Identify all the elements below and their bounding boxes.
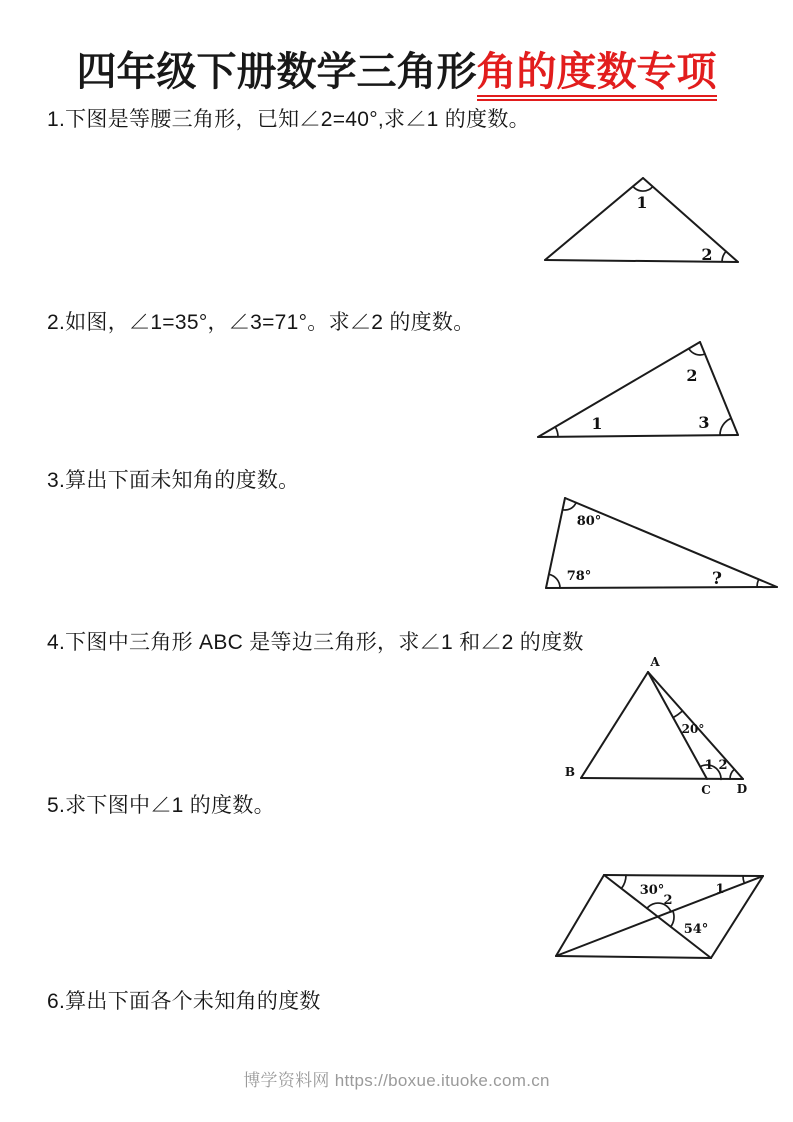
svg-text:1: 1	[704, 758, 714, 773]
svg-text:A: A	[650, 655, 660, 669]
svg-text:54°: 54°	[683, 922, 709, 937]
question-4-text: 4.下图中三角形 ABC 是等边三角形，求∠1 和∠2 的度数	[47, 631, 584, 654]
svg-text:80°: 80°	[576, 514, 602, 529]
question-3-text: 3.算出下面未知角的度数。	[47, 469, 300, 492]
svg-text:20°: 20°	[681, 722, 705, 736]
title-main-text: 四年级下册数学三角形	[76, 50, 477, 94]
question-5-figure-parallelogram	[548, 860, 780, 970]
svg-text:2: 2	[701, 245, 713, 264]
title-highlight-text: 角的度数专项	[477, 50, 717, 101]
page-title	[0, 40, 793, 97]
svg-text:30°: 30°	[639, 883, 665, 898]
svg-text:1: 1	[591, 414, 603, 433]
svg-text:D: D	[736, 782, 748, 796]
question-6-text: 6.算出下面各个未知角的度数	[47, 990, 321, 1013]
svg-text:C: C	[701, 783, 711, 797]
svg-text:78°: 78°	[566, 569, 592, 584]
svg-text:B: B	[564, 765, 576, 779]
svg-text:3: 3	[698, 413, 710, 432]
svg-text:1: 1	[636, 193, 648, 212]
svg-text:?: ?	[712, 569, 722, 589]
svg-text:1: 1	[715, 882, 725, 897]
question-5-text: 5.求下图中∠1 的度数。	[47, 794, 275, 817]
footer-watermark	[0, 1066, 793, 1091]
question-1-text: 1.下图是等腰三角形，已知∠2=40°,求∠1 的度数。	[47, 108, 530, 131]
question-3-figure-triangle	[535, 490, 787, 597]
svg-text:2: 2	[663, 893, 673, 908]
svg-text:2: 2	[718, 758, 728, 773]
question-1-figure-isosceles-triangle	[535, 163, 750, 275]
question-4-figure-equilateral-triangle	[560, 652, 762, 797]
question-2-figure-triangle	[530, 333, 752, 445]
question-2-text: 2.如图，∠1=35°，∠3=71°。求∠2 的度数。	[47, 311, 475, 334]
footer-watermark-text: 博学资料网 https://boxue.ituoke.com.cn	[243, 1071, 550, 1090]
svg-text:2: 2	[686, 366, 698, 385]
